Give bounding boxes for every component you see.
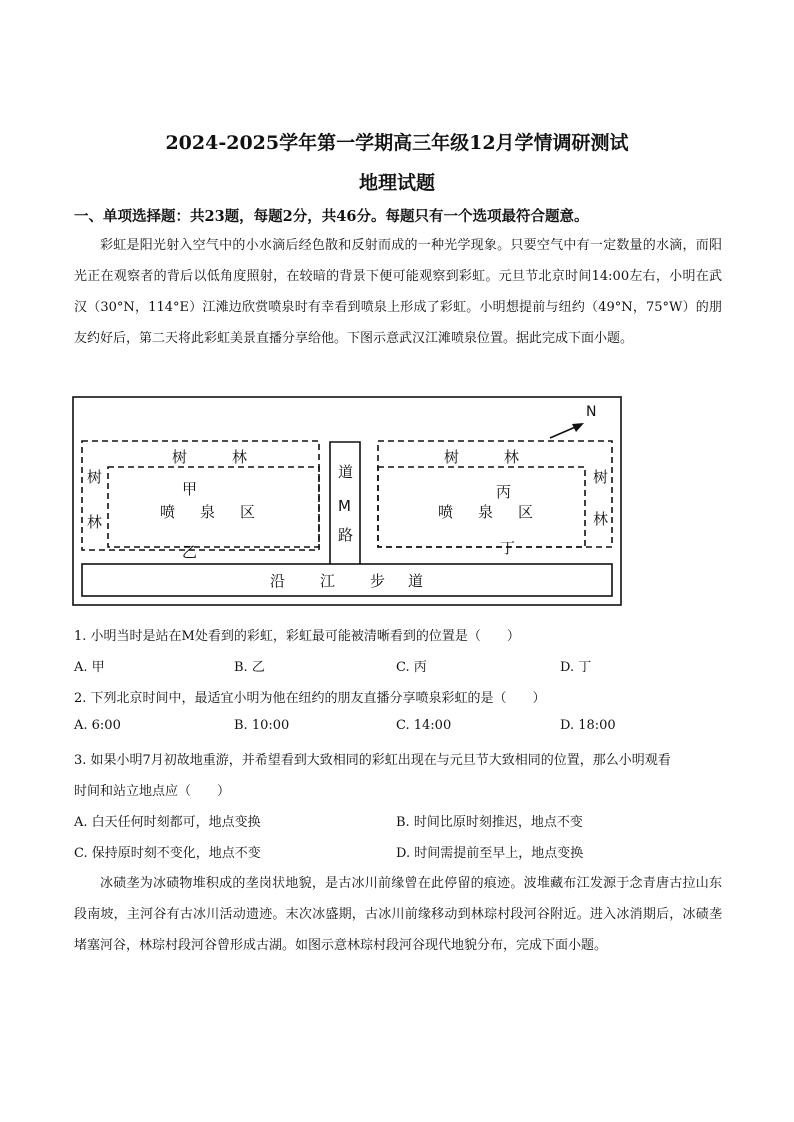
option-a[interactable]: A. 6:00 xyxy=(74,718,121,733)
option-b[interactable]: B. 乙 xyxy=(234,660,265,675)
road-label: 路 xyxy=(338,526,354,544)
fountain-label: 区 xyxy=(518,503,534,521)
fountain-label: 泉 xyxy=(478,503,494,521)
forest-label: 林 xyxy=(593,510,609,528)
fountain-label: 喷 xyxy=(438,503,454,521)
point-jia: 甲 xyxy=(182,480,198,498)
forest-label: 树 xyxy=(87,468,103,486)
riverwalk-label: 道 xyxy=(408,572,424,590)
fountain-label: 喷 xyxy=(160,503,176,521)
forest-label: 林 xyxy=(504,448,520,466)
page-title: 2024-2025学年第一学期高三年级12月学情调研测试 xyxy=(165,132,629,154)
fountain-label: 泉 xyxy=(200,503,216,521)
option-b[interactable]: B. 10:00 xyxy=(234,718,290,733)
option-a[interactable]: A. 白天任何时刻都可，地点变换 xyxy=(74,815,261,830)
forest-label: 树 xyxy=(444,448,460,466)
forest-label: 树 xyxy=(593,468,609,486)
north-label: N xyxy=(586,404,597,420)
road-label: 道 xyxy=(338,463,354,481)
north-arrowhead-icon xyxy=(572,423,584,432)
riverwalk-outline xyxy=(82,564,612,596)
question-3-stem-cont: 时间和站立地点应（ ） xyxy=(74,784,231,799)
riverwalk-label: 沿 xyxy=(270,572,286,590)
question-1-stem: 1. 小明当时是站在M处看到的彩虹，彩虹最可能被清晰看到的位置是（ ） xyxy=(74,629,520,644)
option-c[interactable]: C. 保持原时刻不变化，地点不变 xyxy=(74,846,261,861)
option-d[interactable]: D. 丁 xyxy=(560,660,592,675)
question-3-stem: 3. 如果小明7月初故地重游，并希望看到大致相同的彩虹出现在与元旦节大致相同的位置，那么小明观看 xyxy=(74,753,671,768)
page-subtitle: 地理试题 xyxy=(358,172,435,194)
fountain-map xyxy=(72,396,622,606)
option-c[interactable]: C. 14:00 xyxy=(396,718,452,733)
option-d[interactable]: D. 18:00 xyxy=(560,718,616,733)
option-a[interactable]: A. 甲 xyxy=(74,660,105,675)
riverwalk-label: 江 xyxy=(320,572,336,590)
forest-label: 林 xyxy=(232,448,248,466)
intro-paragraph: 彩虹是阳光射入空气中的小水滴后经色散和反射而成的一种光学现象。只要空气中有一定数量的水滴，而阳光正在观察者的背后以低角度照射，在较暗的背景下便可能观察到彩虹。元旦节北京时间14:00左右，小明在武汉（30°N，114°E）江滩边欣赏喷泉时有幸看到喷泉上形成了彩虹。小明想提前与纽约（49°N，75°W）的朋友约好后，第二天将此彩虹美景直播分享给他。下图示意武汉江滩喷泉位置。据此完成下面小题。 xyxy=(74,238,722,346)
passage-2: 冰碛垄为冰碛物堆积成的垄岗状地貌，是古冰川前缘曾在此停留的痕迹。波堆藏布江发源于念青唐古拉山东段南坡，主河谷有古冰川活动遗迹。末次冰盛期，古冰川前缘移动到林琮村段河谷附近。进入冰消期后，冰碛垄堵塞河谷，林琮村段河谷曾形成古湖。如图示意林琮村段河谷现代地貌分布，完成下面小题。 xyxy=(74,876,722,953)
forest-label: 林 xyxy=(87,513,103,531)
forest-label: 树 xyxy=(172,448,188,466)
option-d[interactable]: D. 时间需提前至早上，地点变换 xyxy=(396,846,584,861)
road-label: M xyxy=(338,497,351,515)
option-c[interactable]: C. 丙 xyxy=(396,660,427,675)
question-2-stem: 2. 下列北京时间中，最适宜小明为他在纽约的朋友直播分享喷泉彩虹的是（ ） xyxy=(74,691,546,706)
point-bing: 丙 xyxy=(496,483,512,501)
point-ding: 丁 xyxy=(500,539,516,557)
right-forest-outer xyxy=(378,441,612,547)
riverwalk-label: 步 xyxy=(370,572,386,590)
option-b[interactable]: B. 时间比原时刻推迟，地点不变 xyxy=(396,815,583,830)
section-heading: 一、单项选择题：共23题，每题2分，共46分。每题只有一个选项最符合题意。 xyxy=(74,208,589,225)
left-forest-outer xyxy=(82,441,319,550)
fountain-label: 区 xyxy=(240,503,256,521)
point-yi: 乙 xyxy=(182,543,198,561)
